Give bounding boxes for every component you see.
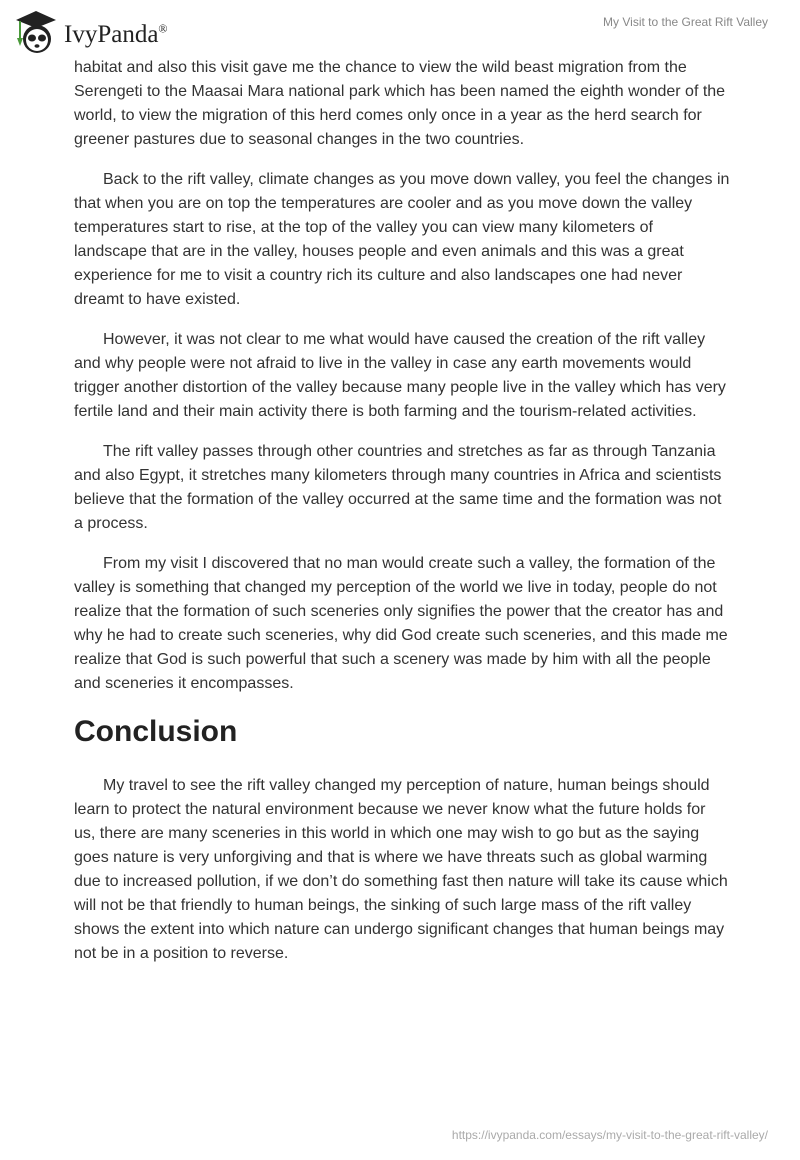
logo-text: IvyPanda® — [64, 21, 168, 48]
paragraph: From my visit I discovered that no man would create such a valley, the formation of the valley is something that changed my perception of the world we live in today, people do not realize that the formation of such sceneries only signifies the power that the creator has and why he had to create such sceneries, why did God create such sceneries, and this made me realize that God is such powerful that such a scenery was made by him with all the people and sceneries it encompasses. — [74, 555, 728, 692]
paragraph: The rift valley passes through other countries and stretches as far as through Tanzania and also Egypt, it stretches many kilometers through many countries in Africa and scientists believe that the formation of the valley occurred at the same time and the formation was not a process. — [74, 443, 722, 532]
page-header — [0, 0, 800, 60]
paragraph: However, it was not clear to me what would have caused the creation of the rift valley and why people were not afraid to live in the valley in case any earth movements would trigger another distortion of the valley because many people live in the valley which has very fertile land and their main activity there is both farming and the tourism-related activities. — [74, 331, 726, 420]
paragraph: My travel to see the rift valley changed my perception of nature, human beings should learn to protect the natural environment because we never know what the future holds for us, there are many sceneries in this world in which one may wish to go but as the saying goes nature is very unforgiving and that is where we have threats such as global warming due to increased pollution, if we don’t do something fast then nature will take its cause which will not be that friendly to human beings, the sinking of such large mass of the rift valley shows the extent into which nature can undergo significant changes that human beings may not be in a position to reverse. — [74, 777, 728, 962]
source-url[interactable]: https://ivypanda.com/essays/my-visit-to-the-great-rift-valley/ — [451, 1128, 768, 1142]
panda-graduate-icon — [12, 8, 58, 56]
paragraph: Back to the rift valley, climate changes as you move down valley, you feel the changes in that when you are on top the temperatures are cooler and as you move down the valley temperatures start to rise, at the top of the valley you can view many kilometers of landscape that are in the valley, houses people and even animals and this was a great experience for me to visit a country rich its culture and also landscapes one had never dreamt to have existed. — [74, 171, 730, 308]
ivypanda-logo[interactable] — [12, 8, 168, 56]
essay-content — [74, 56, 730, 982]
document-title: My Visit to the Great Rift Valley — [603, 15, 768, 29]
section-heading: Conclusion — [74, 715, 238, 748]
paragraph: habitat and also this visit gave me the chance to view the wild beast migration from the Serengeti to the Maasai Mara national park which has been named the eighth wonder of the world, to view the migration of this herd comes only once in a year as the herd search for greener pastures due to seasonal changes in the two countries. — [74, 59, 726, 148]
